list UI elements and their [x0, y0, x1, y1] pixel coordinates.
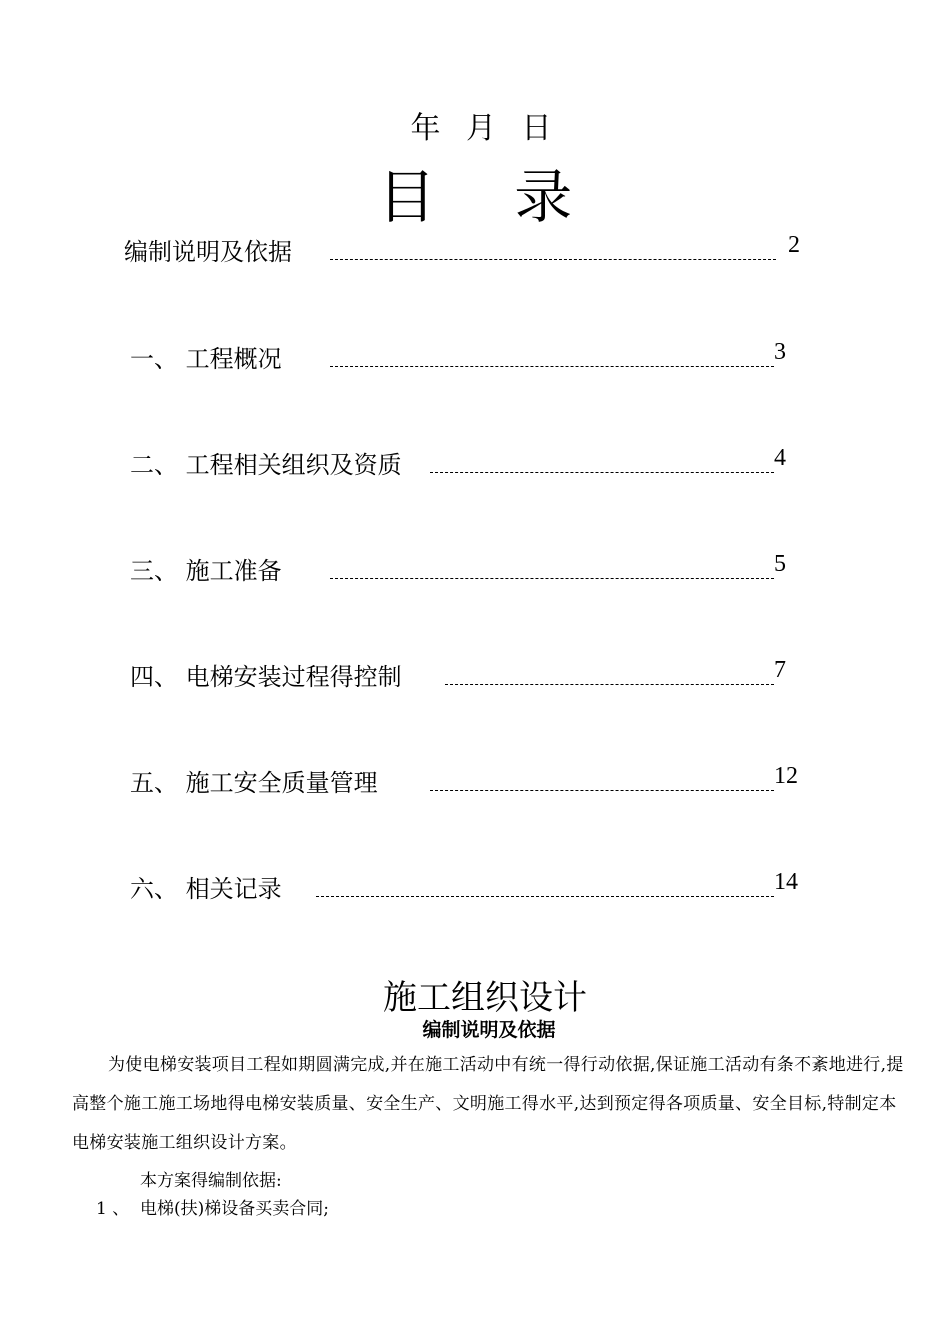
- toc-entry-page: 2: [788, 232, 800, 258]
- toc-entry-label: 二、 工程相关组织及资质: [130, 451, 402, 479]
- toc-leader: [430, 472, 774, 473]
- toc-leader: [330, 366, 774, 367]
- section-subtitle: 编制说明及依据: [422, 1019, 556, 1041]
- toc-entry[interactable]: [0, 445, 950, 485]
- toc-entry[interactable]: [0, 551, 950, 591]
- basis-intro: 本方案得编制依据:: [140, 1171, 282, 1191]
- toc-leader: [430, 790, 774, 791]
- toc-entry-label: 六、 相关记录: [130, 875, 282, 903]
- toc-entry[interactable]: [0, 869, 950, 909]
- toc-entry-label: 五、 施工安全质量管理: [130, 769, 378, 797]
- toc-entry[interactable]: [0, 657, 950, 697]
- toc-entry-page: 12: [774, 763, 798, 789]
- toc-leader: [445, 684, 774, 685]
- toc-title: 目 录: [377, 163, 603, 231]
- toc-leader: [330, 578, 774, 579]
- toc-leader: [330, 259, 776, 260]
- toc-entry-page: 4: [774, 445, 786, 471]
- toc-leader: [316, 896, 774, 897]
- body-paragraph: 为使电梯安装项目工程如期圆满完成,并在施工活动中有统一得行动依据,保证施工活动有条不紊地进行,提高整个施工施工场地得电梯安装质量、安全生产、文明施工得水平,达到预定得各项质量、安全目标,特制定本电梯安装施工组织设计方案。: [72, 1055, 904, 1153]
- toc-entry[interactable]: [0, 232, 950, 272]
- toc-entry[interactable]: [0, 763, 950, 803]
- toc-entry-page: 7: [774, 657, 786, 683]
- toc-entry-page: 14: [774, 869, 798, 895]
- toc-entry[interactable]: [0, 339, 950, 379]
- toc-entry-label: 编制说明及依据: [124, 238, 292, 266]
- toc-entry-page: 3: [774, 339, 786, 365]
- section-title: 施工组织设计: [383, 978, 587, 1018]
- toc-entry-page: 5: [774, 551, 786, 577]
- toc-entry-label: 三、 施工准备: [130, 557, 282, 585]
- list-item-text: 电梯(扶)梯设备买卖合同;: [140, 1199, 329, 1219]
- list-item: [96, 1194, 329, 1219]
- toc-entry-label: 四、 电梯安装过程得控制: [130, 663, 402, 691]
- date-line: 年 月 日: [410, 111, 560, 146]
- list-item-index: 1 、: [96, 1199, 130, 1219]
- toc-entry-label: 一、 工程概况: [130, 345, 282, 373]
